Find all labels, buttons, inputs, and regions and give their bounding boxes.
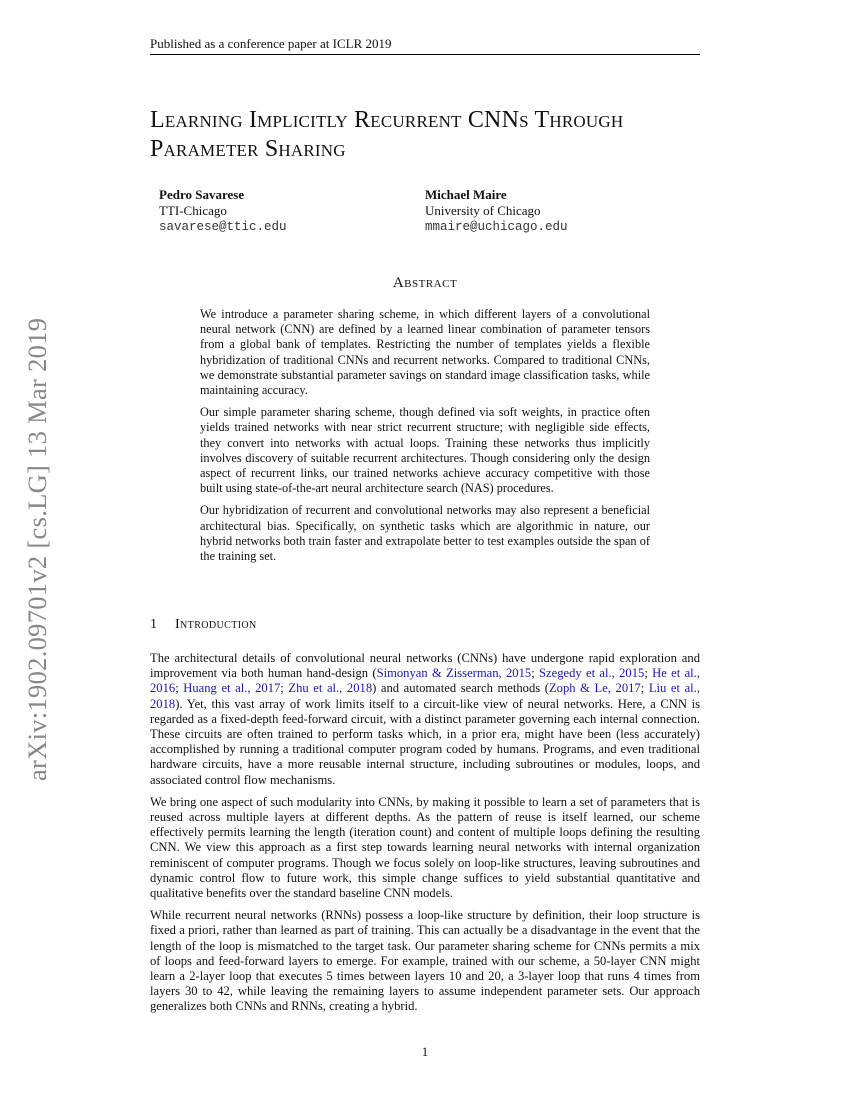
abstract-body — [200, 307, 650, 571]
author-name: Michael Maire — [425, 187, 507, 202]
title-line-2: Parameter Sharing — [150, 136, 346, 162]
intro-paragraph: We bring one aspect of such modularity into CNNs, by making it possible to learn a set of parameters that is reused across multiple layers at different depths. As the pattern of reuse is itself learned, our scheme effectively permits learning the length (iteration count) and content of multiple loops defining the resulting CNN. We view this approach as a first step towards learning neural networks with internal organization reminiscent of computer programs. Though we focus solely on loop-like structures, leaving subroutines and dynamic control flow to future work, this simple change suffices to yield substantial quantitative and qualitative benefits over the standard baseline CNN models. — [150, 794, 700, 901]
author-email: savarese@ttic.edu — [159, 220, 287, 234]
citation-link[interactable]: Zoph & Le, 2017 — [548, 681, 641, 696]
citation-link[interactable]: Huang et al., 2017 — [183, 681, 281, 696]
text-run: ). Yet, this vast array of work limits itself to a circuit-like view of neural networks. Here, a CNN is regarded as a fixed-depth feed-forward circuit, with a distinct parameter governing each internal connection. These circuits are often trained to perform tasks which, in a prior era, might have been (less accurately) accomplished by running a traditional computer program coded by humans. Programs, and even traditional hardware circuits, have a more reusable internal structure, including subroutines or modules, loops, and associated control flow mechanisms. — [150, 696, 700, 787]
text-run: ; — [644, 666, 653, 681]
title-line-1: Learning Implicitly Recurrent CNNs Through — [150, 107, 624, 133]
paper-title — [150, 106, 710, 164]
abstract-heading: Abstract — [392, 275, 458, 291]
section-number: 1 — [150, 617, 158, 632]
citation-link[interactable]: Zhu et al., 2018 — [288, 681, 373, 696]
abstract-paragraph: Our hybridization of recurrent and convolutional networks may also represent a beneficial architectural bias. Specifically, on synthetic tasks which are algorithmic in nature, our hybrid networks both train faster and extrapolate better to test examples outside the span of the training set. — [200, 503, 650, 564]
author-affiliation: TTI-Chicago — [159, 203, 227, 218]
running-header: Published as a conference paper at ICLR 2019 — [150, 36, 700, 55]
text-run: ; — [531, 666, 540, 681]
section-heading — [150, 616, 257, 633]
arxiv-stamp-text: arXiv:1902.09701v2 [cs.LG] 13 Mar 2019 — [22, 317, 52, 781]
author-block — [159, 187, 287, 235]
citation-link[interactable]: Liu et al., 2018 — [150, 681, 700, 711]
text-run: ; — [280, 681, 289, 696]
arxiv-stamp — [20, 291, 60, 781]
abstract-paragraph: Our simple parameter sharing scheme, though defined via soft weights, in practice often yields trained networks with near strict recurrent structure; with negligible side effects, they convert into networks with actual loops. Training these networks thus implicitly involves discovery of suitable recurrent architectures. Though considering only the design aspect of recurrent links, our trained networks achieve accuracy competitive with those built using state-of-the-art neural architecture search (NAS) procedures. — [200, 405, 650, 496]
intro-paragraph: While recurrent neural networks (RNNs) possess a loop-like structure by definition, their loop structure is fixed a priori, rather than learned as part of training. This can actually be a disadvantage in the event that the length of the loop is mismatched to the target task. Our parameter sharing scheme for CNNs permits a mix of loops and feed-forward layers to emerge. For example, trained with our scheme, a 50-layer CNN might learn a 2-layer loop that executes 5 times between layers 10 and 20, a 3-layer loop that runs 4 times from layers 30 to 42, while leaving the remaining layers to assume independent parameter sets. Our approach generalizes both CNNs and RNNs, creating a hybrid. — [150, 908, 700, 1014]
abstract-paragraph: We introduce a parameter sharing scheme, in which different layers of a convolutional neural network (CNN) are defined by a learned linear combination of parameter tensors from a global bank of templates. Restricting the number of templates yields a flexible hybridization of traditional CNNs and recurrent networks. Compared to traditional CNNs, we demonstrate substantial parameter savings on standard image classification tasks, while maintaining accuracy. — [200, 307, 650, 398]
introduction-body — [150, 651, 700, 1022]
text-run: ; — [640, 681, 649, 696]
text-run: ) and automated search methods ( — [372, 681, 549, 696]
text-run: The architectural details of convolutional neural networks (CNNs) have undergone rapid exploration and improvement via both human hand-design ( — [150, 651, 700, 681]
citation-link[interactable]: Simonyan & Zisserman, 2015 — [376, 666, 532, 681]
citation-link[interactable]: He et al., 2016 — [150, 666, 700, 696]
author-affiliation: University of Chicago — [425, 203, 541, 218]
author-block — [425, 187, 568, 235]
author-name: Pedro Savarese — [159, 187, 245, 202]
text-run: ; — [175, 681, 184, 696]
author-email: mmaire@uchicago.edu — [425, 220, 568, 234]
section-title: Introduction — [175, 617, 257, 632]
citation-link[interactable]: Szegedy et al., 2015 — [539, 666, 645, 681]
intro-paragraph — [150, 651, 700, 788]
page-number: 1 — [421, 1044, 429, 1059]
